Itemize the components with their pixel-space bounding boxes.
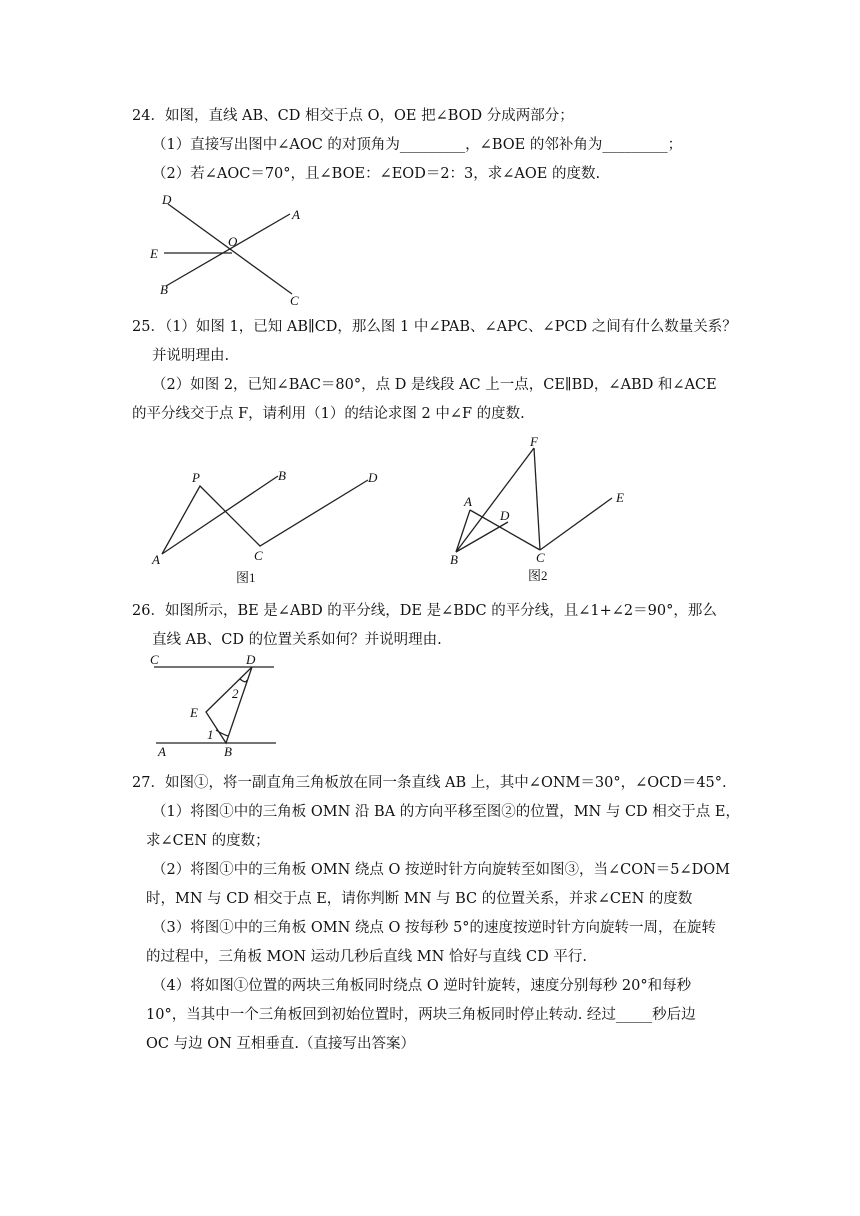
q27-part2-line1: （2）将图①中的三角板 OMN 绕点 O 按逆时针方向旋转至如图③，当∠CON＝5∠DOM [152, 862, 731, 878]
q25-figure1 [148, 460, 388, 588]
line-ba [166, 214, 290, 286]
label-e: E [616, 490, 624, 505]
label-b: B [450, 552, 458, 567]
label-c: C [290, 293, 299, 308]
q27-part4-line2: 10°，当其中一个三角板回到初始位置时，两块三角板同时停止转动. 经过_____秒后边 [146, 1007, 696, 1023]
label-a: A [152, 552, 160, 567]
q25-part1-line2: 并说明理由. [152, 348, 230, 364]
line-ab [162, 476, 278, 554]
q27-part2-line2: 时，MN 与 CD 相交于点 E，请你判断 MN 与 BC 的位置关系，并求∠CEN 的度数 [146, 891, 693, 907]
label-2: 2 [232, 686, 239, 701]
angle-1-arc [216, 730, 228, 736]
q25-part2-line1: （2）如图 2，已知∠BAC＝80°，点 D 是线段 AC 上一点，CE∥BD，∠ABD 和∠ACE [152, 377, 717, 393]
label-b: B [224, 744, 232, 759]
q27-part3-line1: （3）将图①中的三角板 OMN 绕点 O 按每秒 5°的速度按逆时针方向旋转一周，在旋转 [152, 920, 717, 936]
label-c: C [536, 550, 545, 565]
q24-part2: （2）若∠AOC＝70°，且∠BOE：∠EOD＝2：3，求∠AOE 的度数. [152, 166, 601, 182]
label-1: 1 [207, 727, 214, 742]
label-b: B [160, 282, 168, 297]
line-ce [540, 498, 612, 550]
q24-figure [140, 190, 320, 310]
q26-line2: 直线 AB、CD 的位置关系如何？并说明理由. [152, 632, 442, 648]
line-bd [456, 522, 508, 552]
q27-part1-line2: 求∠CEN 的度数； [146, 833, 270, 849]
label-p: P [192, 470, 200, 485]
q25-part2-line2: 的平分线交于点 F，请利用（1）的结论求图 2 中∠F 的度数. [132, 406, 525, 422]
label-c: C [150, 652, 159, 667]
fig2-caption: 图2 [528, 568, 548, 583]
label-e: E [190, 705, 198, 720]
angle-2-arc [240, 679, 247, 682]
q25-figure2 [440, 430, 640, 588]
label-d: D [368, 470, 378, 485]
q27-part4-line3: OC 与边 ON 互相垂直.（直接写出答案） [146, 1036, 415, 1052]
path-apcd [162, 480, 368, 554]
fig1-caption: 图1 [236, 570, 256, 585]
q24-part1: （1）直接写出图中∠AOC 的对顶角为_________，∠BOE 的邻补角为_________； [152, 137, 683, 153]
label-a: A [292, 207, 300, 222]
label-d: D [246, 652, 256, 667]
label-f: F [530, 434, 538, 449]
q26-line1: 26．如图所示，BE 是∠ABD 的平分线，DE 是∠BDC 的平分线，且∠1+∠2＝90°，那么 [132, 603, 717, 619]
q27-part1-line1: （1）将图①中的三角板 OMN 沿 BA 的方向平移至图②的位置，MN 与 CD 相交于点 E， [152, 804, 740, 820]
q24-stem: 24．如图，直线 AB、CD 相交于点 O，OE 把∠BOD 分成两部分； [132, 108, 574, 124]
q27-stem: 27．如图①，将一副直角三角板放在同一条直线 AB 上，其中∠ONM＝30°，∠OCD＝45°. [132, 775, 727, 791]
label-e: E [150, 246, 158, 261]
label-b: B [278, 468, 286, 483]
q27-part3-line2: 的过程中，三角板 MON 运动几秒后直线 MN 恰好与直线 CD 平行. [146, 949, 587, 965]
label-a: A [158, 744, 166, 759]
label-d: D [162, 192, 172, 207]
label-o: O [228, 234, 238, 249]
label-d: D [500, 508, 510, 523]
q25-part1-line1: 25．（1）如图 1，已知 AB∥CD，那么图 1 中∠PAB、∠APC、∠PCD 之间有什么数量关系？ [132, 319, 737, 335]
label-c: C [254, 548, 263, 563]
q27-part4-line1: （4）将如图①位置的两块三角板同时绕点 O 逆时针旋转，速度分别每秒 20°和每秒 [152, 978, 692, 994]
q26-figure [144, 650, 284, 760]
label-a: A [464, 494, 472, 509]
line-fc [534, 448, 540, 550]
